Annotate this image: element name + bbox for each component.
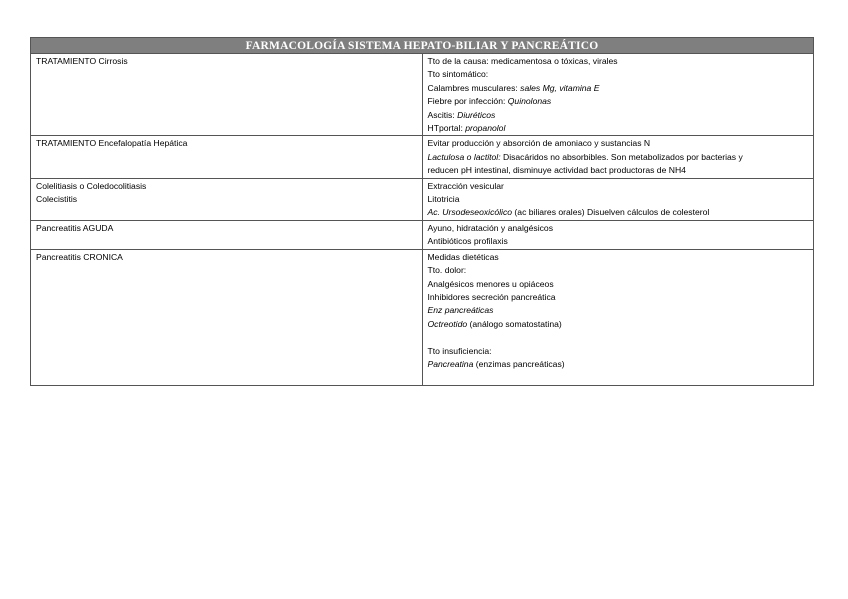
treatment-cell	[422, 220, 814, 249]
treatment-text: Tto insuficiencia:	[427, 345, 492, 356]
treatment-cell	[422, 178, 814, 220]
treatment-line	[428, 180, 809, 193]
drug-name: Quinolonas	[507, 96, 552, 107]
treatment-text: Inhibidores secreción pancreática	[427, 291, 556, 302]
treatment-text: Tto. dolor:	[427, 265, 467, 276]
table-row	[31, 136, 814, 178]
treatment-text: Tto de la causa: medicamentosa o tóxicas, virales	[427, 56, 618, 66]
treatment-line	[428, 206, 809, 219]
table-row	[31, 54, 814, 136]
treatment-line	[428, 291, 809, 304]
treatment-text: Disacáridos no absorbibles. Son metabolizados por bacterias y	[500, 151, 743, 162]
treatment-text: Extracción vesicular	[427, 180, 504, 191]
condition-label: TRATAMIENTO Encefalopatía Hepática	[36, 138, 188, 149]
treatment-text: HTportal:	[427, 123, 466, 134]
treatment-cell	[422, 136, 814, 178]
drug-name: sales Mg, vitamina E	[520, 82, 600, 93]
table-title: FARMACOLOGÍA SISTEMA HEPATO-BILIAR Y PANCREÁTICO	[31, 38, 814, 54]
drug-name: Ac. Ursodeseoxicólico	[427, 207, 513, 218]
treatment-text: (ac biliares orales) Disuelven cálculos de colesterol	[512, 207, 710, 218]
treatment-line	[428, 251, 809, 264]
table-row	[31, 178, 814, 220]
treatment-text: Fiebre por infección:	[427, 96, 508, 107]
treatment-line	[428, 278, 809, 291]
treatment-cell	[422, 249, 814, 385]
condition-label: Colelitiasis o Coledocolitiasis	[36, 180, 147, 191]
treatment-line	[428, 109, 809, 122]
condition-label: Pancreatitis CRONICA	[36, 251, 123, 262]
treatment-line	[428, 122, 809, 135]
condition-cell	[31, 249, 423, 385]
table-row	[31, 249, 814, 385]
treatment-line	[428, 318, 809, 331]
treatment-line	[428, 345, 809, 358]
treatment-line	[428, 82, 809, 95]
condition-cell	[31, 136, 423, 178]
drug-name: Diuréticos	[457, 109, 496, 120]
treatment-table	[30, 37, 814, 386]
treatment-line	[428, 235, 809, 248]
treatment-text: Evitar producción y absorción de amoniaco y sustancias N	[427, 138, 651, 149]
drug-name: Octreotido	[427, 318, 468, 329]
treatment-line	[428, 137, 809, 150]
treatment-text: reducen pH intestinal, disminuye actividad bact productoras de NH4	[427, 165, 686, 176]
treatment-text: Tto sintomático:	[427, 69, 489, 80]
treatment-line	[428, 193, 809, 206]
treatment-line	[428, 95, 809, 108]
table-row	[31, 220, 814, 249]
drug-name: Pancreatina	[427, 358, 474, 369]
title-row	[31, 38, 814, 54]
treatment-text: Ascitis:	[427, 109, 458, 120]
condition-label: Colecistitis	[36, 194, 78, 205]
treatment-line	[428, 68, 809, 81]
condition-label: TRATAMIENTO Cirrosis	[36, 56, 128, 66]
treatment-line	[428, 164, 809, 177]
treatment-text: Calambres musculares:	[427, 82, 521, 93]
condition-cell	[31, 220, 423, 249]
treatment-line	[428, 55, 809, 68]
treatment-text: Analgésicos menores u opiáceos	[427, 278, 554, 289]
treatment-line	[428, 304, 809, 317]
treatment-text: Litotricia	[427, 194, 460, 205]
treatment-line	[428, 358, 809, 371]
treatment-line	[428, 151, 809, 164]
treatment-cell	[422, 54, 814, 136]
condition-cell	[31, 178, 423, 220]
treatment-line	[428, 264, 809, 277]
drug-name: Lactulosa o lactitol:	[427, 151, 501, 162]
treatment-text: Antibióticos profilaxis	[427, 236, 508, 247]
condition-cell	[31, 54, 423, 136]
treatment-text: (enzimas pancreáticas)	[473, 358, 565, 369]
blank-line	[428, 331, 809, 344]
treatment-text: (análogo somatostatina)	[467, 318, 562, 329]
drug-name: Enz pancreáticas	[427, 305, 494, 316]
blank-line	[428, 371, 809, 384]
drug-name: propanolol	[465, 123, 506, 134]
treatment-text: Medidas dietéticas	[427, 251, 499, 262]
treatment-line	[428, 222, 809, 235]
treatment-text: Ayuno, hidratación y analgésicos	[427, 222, 553, 233]
condition-label: Pancreatitis AGUDA	[36, 222, 114, 233]
